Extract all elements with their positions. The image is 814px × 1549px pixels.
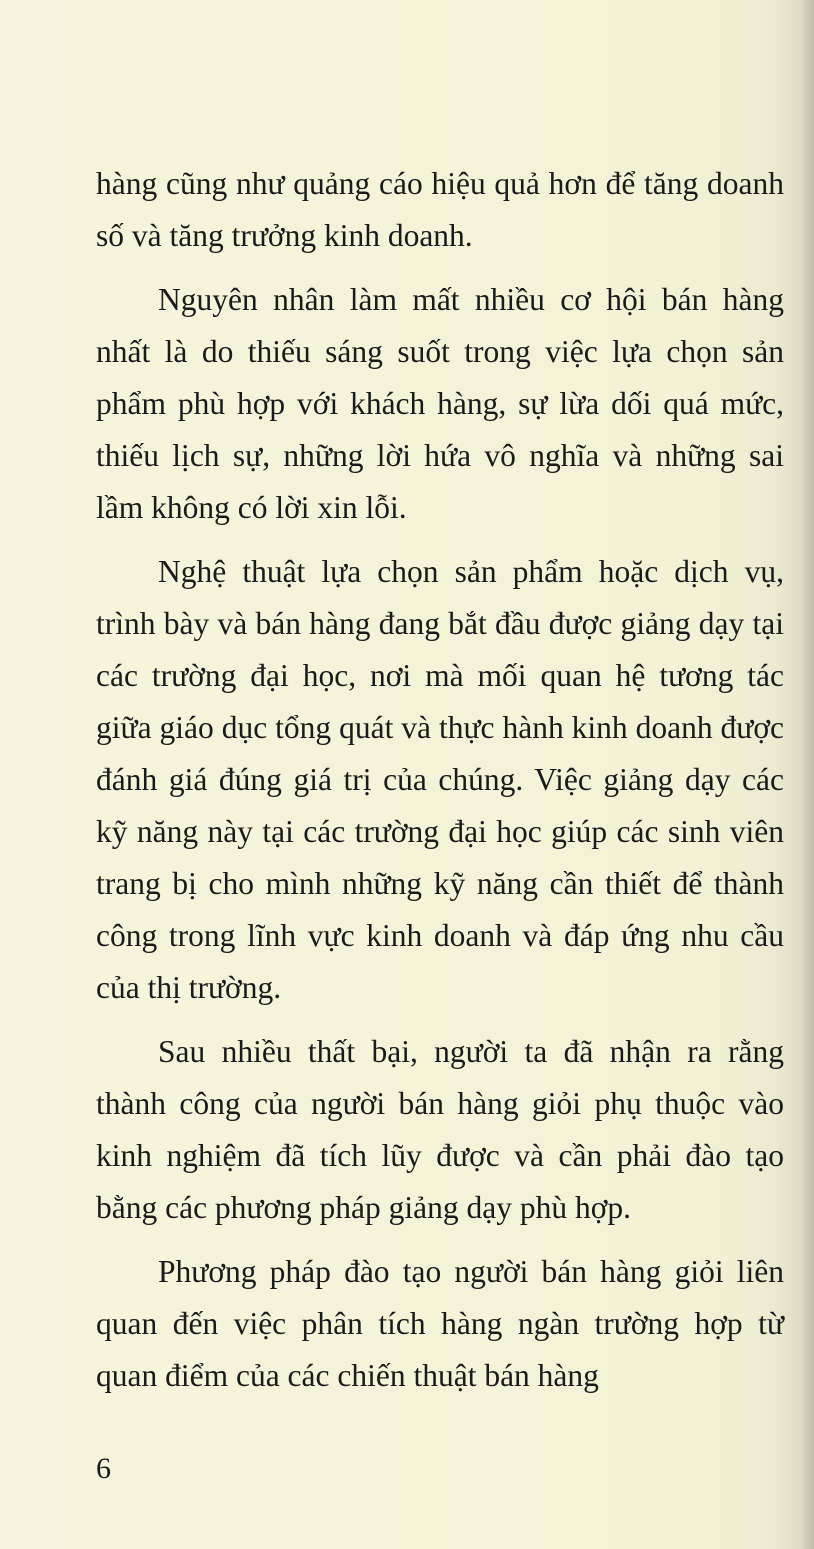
page-number: 6 [96, 1452, 111, 1485]
body-text [96, 158, 784, 1414]
paragraph: Nghệ thuật lựa chọn sản phẩm hoặc dịch vụ, trình bày và bán hàng đang bắt đầu được giảng dạy tại các trường đại học, nơi mà mối quan hệ tương tác giữa giáo dục tổng quát và thực hành kinh doanh được đánh giá đúng giá trị của chúng. Việc giảng dạy các kỹ năng này tại các trường đại học giúp các sinh viên trang bị cho mình những kỹ năng cần thiết để thành công trong lĩnh vực kinh doanh và đáp ứng nhu cầu của thị trường. [96, 554, 784, 1005]
paragraph-continuation: hàng cũng như quảng cáo hiệu quả hơn để tăng doanh số và tăng trưởng kinh doanh. [96, 166, 784, 253]
paragraph: Sau nhiều thất bại, người ta đã nhận ra rằng thành công của người bán hàng giỏi phụ thuộc vào kinh nghiệm đã tích lũy được và cần phải đào tạo bằng các phương pháp giảng dạy phù hợp. [96, 1034, 784, 1225]
paragraph: Nguyên nhân làm mất nhiều cơ hội bán hàng nhất là do thiếu sáng suốt trong việc lựa chọn sản phẩm phù hợp với khách hàng, sự lừa dối quá mức, thiếu lịch sự, những lời hứa vô nghĩa và những sai lầm không có lời xin lỗi. [96, 282, 784, 525]
page-edge-shadow [800, 0, 814, 1549]
paragraph: Phương pháp đào tạo người bán hàng giỏi liên quan đến việc phân tích hàng ngàn trường hợp từ quan điểm của các chiến thuật bán hàng [96, 1254, 784, 1393]
